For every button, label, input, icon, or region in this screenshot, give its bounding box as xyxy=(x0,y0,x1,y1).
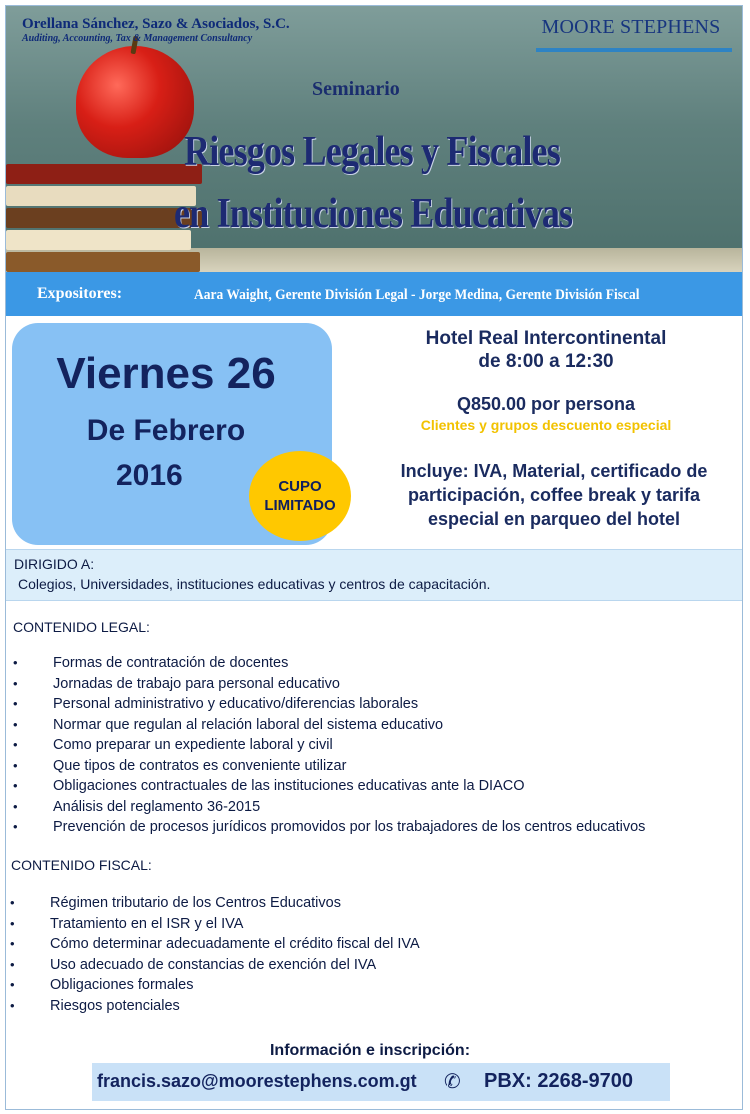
speakers-names: Aara Waight, Gerente División Legal - Jorge Medina, Gerente División Fiscal xyxy=(194,287,640,303)
contact-phone[interactable]: PBX: 2268-9700 xyxy=(484,1070,633,1092)
badge-line2: LIMITADO xyxy=(264,497,336,514)
fiscal-heading: CONTENIDO FISCAL: xyxy=(11,857,152,873)
contact-bar xyxy=(92,1063,670,1101)
venue-block xyxy=(356,327,736,373)
legal-heading: CONTENIDO LEGAL: xyxy=(13,619,150,635)
audience-text: Colegios, Universidades, instituciones educativas y centros de capacitación. xyxy=(18,576,491,592)
includes-line2: participación, coffee break y tarifa xyxy=(407,485,701,505)
audience-section xyxy=(6,549,742,601)
event-time: de 8:00 a 12:30 xyxy=(478,351,614,372)
event-title-line2: en Instituciones Educativas xyxy=(174,191,573,237)
apple-image xyxy=(76,46,194,158)
speakers-bar xyxy=(6,272,742,316)
audience-heading: DIRIGIDO A: xyxy=(14,556,95,572)
contact-heading: Información e inscripción: xyxy=(269,1042,471,1059)
event-title-line1: Riesgos Legales y Fiscales xyxy=(184,129,560,175)
contact-email[interactable]: francis.sazo@moorestephens.com.gt xyxy=(97,1071,417,1091)
firm-name: Orellana Sánchez, Sazo & Asociados, S.C. xyxy=(22,16,290,32)
includes-line3: especial en parqueo del hotel xyxy=(427,509,681,529)
event-year: 2016 xyxy=(116,459,183,492)
badge-line1: CUPO xyxy=(278,478,322,495)
speakers-label: Expositores: xyxy=(37,285,123,302)
includes-block xyxy=(364,459,744,531)
hero-banner xyxy=(6,6,742,272)
event-month: De Febrero xyxy=(86,414,246,447)
includes-line1: Incluye: IVA, Material, certificado de xyxy=(400,461,708,481)
limited-seats-badge xyxy=(249,451,351,541)
telephone-icon: ✆ xyxy=(444,1071,461,1093)
partner-logo: MOORE STEPHENS xyxy=(541,16,721,38)
discount-note: Clientes y grupos descuento especial xyxy=(420,417,672,433)
event-kicker: Seminario xyxy=(312,78,400,100)
firm-logo xyxy=(22,16,290,44)
event-day: Viernes 26 xyxy=(56,349,276,398)
price: Q850.00 por persona xyxy=(456,394,636,414)
venue-name: Hotel Real Intercontinental xyxy=(425,328,667,349)
firm-subtitle: Auditing, Accounting, Tax & Management Consultancy xyxy=(22,33,253,44)
partner-logo-underline xyxy=(536,48,732,52)
